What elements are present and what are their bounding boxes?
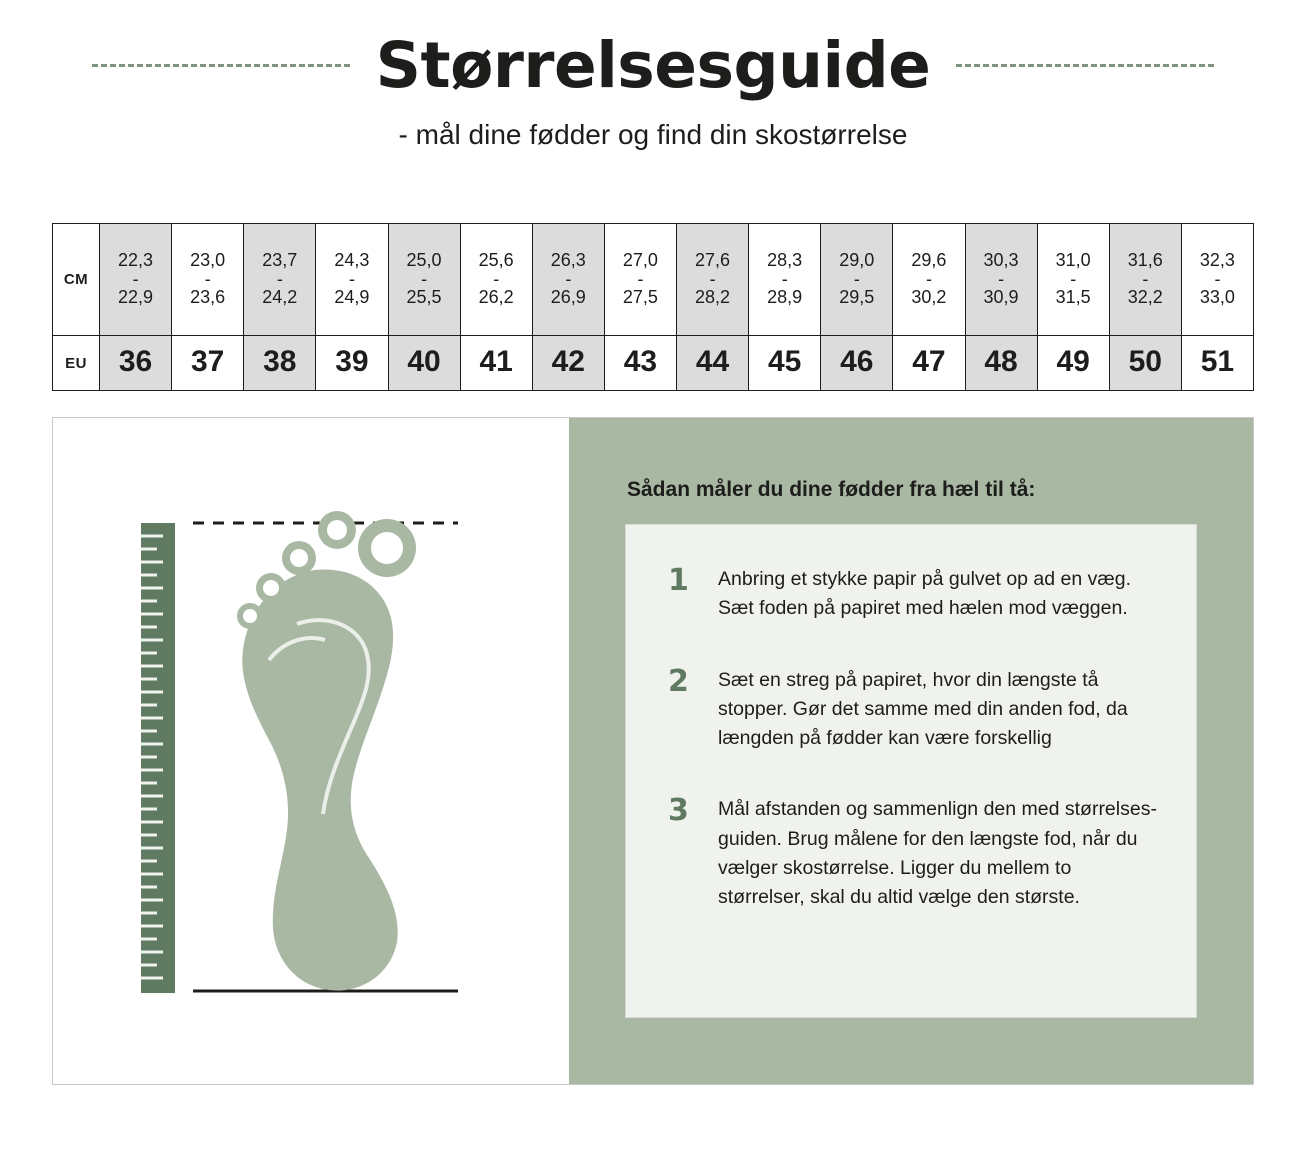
cm-max: 30,2 [911, 287, 947, 308]
toe-fourth-inner [263, 580, 279, 596]
foot-sole-shape [242, 569, 397, 990]
instruction-step [664, 565, 1158, 624]
eu-size-cell: 37 [172, 336, 244, 391]
foot-measurement-illustration [53, 418, 569, 1084]
eu-size-cell: 46 [821, 336, 893, 391]
size-table-wrapper [52, 223, 1254, 391]
cm-min: 29,6 [911, 249, 947, 270]
cm-range-cell [244, 224, 316, 336]
eu-size-cell: 47 [893, 336, 965, 391]
cm-min: 27,6 [695, 249, 731, 270]
cm-max: 26,9 [550, 287, 586, 308]
page-subtitle: - mål dine fødder og find din skostørrelse [398, 119, 908, 150]
cm-range-cell [893, 224, 965, 336]
step-number: 3 [668, 793, 689, 829]
cm-min: 24,3 [334, 249, 370, 270]
toe-second-inner [327, 520, 347, 540]
cm-max: 24,9 [334, 287, 370, 308]
eu-size-cell: 40 [388, 336, 460, 391]
cm-dash: - [637, 268, 644, 289]
eu-size-cell: 36 [100, 336, 172, 391]
eu-size-cell: 48 [965, 336, 1037, 391]
cm-min: 26,3 [550, 249, 586, 270]
cm-dash: - [1214, 268, 1221, 289]
cm-range-cell [172, 224, 244, 336]
size-conversion-table [52, 223, 1254, 391]
cm-range-cell [316, 224, 388, 336]
cm-min: 28,3 [767, 249, 803, 270]
cm-dash: - [1142, 268, 1149, 289]
cm-range-cell [965, 224, 1037, 336]
cm-range-cell [604, 224, 676, 336]
instructions-heading: Sådan måler du dine fødder fra hæl til tå: [627, 478, 1036, 501]
title-row [0, 29, 1306, 102]
cm-max: 28,9 [767, 287, 803, 308]
table-row-eu [53, 336, 1254, 391]
cm-dash: - [565, 268, 572, 289]
instructions-panel [569, 418, 1253, 1084]
cm-max: 25,5 [406, 287, 442, 308]
eu-size-cell: 45 [749, 336, 821, 391]
eu-size-cell: 44 [677, 336, 749, 391]
page-title: Størrelsesguide [375, 29, 931, 102]
cm-range-cell [388, 224, 460, 336]
toe-third-inner [290, 549, 308, 567]
cm-range-cell [460, 224, 532, 336]
cm-dash: - [348, 268, 355, 289]
cm-range-cell [1181, 224, 1253, 336]
cm-min: 30,3 [983, 249, 1019, 270]
cm-dash: - [1070, 268, 1077, 289]
cm-min: 23,7 [262, 249, 298, 270]
cm-max: 28,2 [695, 287, 731, 308]
eu-size-cell: 42 [532, 336, 604, 391]
cm-range-cell [749, 224, 821, 336]
cm-dash: - [853, 268, 860, 289]
cm-min: 23,0 [190, 249, 226, 270]
cm-dash: - [709, 268, 716, 289]
toe-little-inner [243, 609, 257, 623]
decorative-dashed-line-left [92, 64, 350, 67]
instruction-step [664, 795, 1158, 912]
cm-dash: - [493, 268, 500, 289]
eu-size-cell: 49 [1037, 336, 1109, 391]
eu-size-cell: 51 [1181, 336, 1253, 391]
cm-max: 23,6 [190, 287, 226, 308]
cm-max: 33,0 [1199, 287, 1235, 308]
eu-size-cell: 41 [460, 336, 532, 391]
instruction-step [664, 663, 1158, 754]
cm-max: 32,2 [1127, 287, 1163, 308]
cm-min: 31,0 [1055, 249, 1091, 270]
step-number: 1 [668, 563, 689, 598]
cm-min: 29,0 [839, 249, 875, 270]
cm-dash: - [781, 268, 788, 289]
cm-max: 29,5 [839, 287, 875, 308]
cm-min: 27,0 [622, 249, 658, 270]
cm-dash: - [204, 268, 211, 289]
cm-max: 24,2 [262, 287, 298, 308]
cm-range-cell [1037, 224, 1109, 336]
cm-range-cell [1109, 224, 1181, 336]
cm-range-cell [532, 224, 604, 336]
eu-size-cell: 50 [1109, 336, 1181, 391]
eu-size-cell: 43 [604, 336, 676, 391]
cm-range-cell [821, 224, 893, 336]
eu-size-cell: 39 [316, 336, 388, 391]
page-header [0, 0, 1306, 151]
cm-max: 31,5 [1055, 287, 1091, 308]
cm-min: 25,0 [406, 249, 442, 270]
measure-instructions-panel [52, 417, 1254, 1085]
cm-dash: - [132, 268, 139, 289]
cm-max: 22,9 [118, 287, 154, 308]
cm-min: 25,6 [478, 249, 514, 270]
cm-min: 22,3 [118, 249, 154, 270]
cm-dash: - [421, 268, 428, 289]
decorative-dashed-line-right [956, 64, 1214, 67]
step-text: Sæt en streg på papiret, hvor din længste tå stopper. Gør det samme med din anden fod, da længden på fødder kan være forskellig [718, 668, 1128, 749]
table-row-cm [53, 224, 1254, 336]
cm-dash: - [276, 268, 283, 289]
illustration-panel [53, 418, 569, 1084]
cm-min: 32,3 [1199, 249, 1235, 270]
row-label-cm: CM [53, 224, 100, 336]
row-label-eu: EU [53, 336, 100, 391]
instructions-steps-box [625, 524, 1197, 1018]
cm-range-cell [677, 224, 749, 336]
step-number: 2 [668, 663, 689, 699]
cm-min: 31,6 [1127, 249, 1163, 270]
cm-max: 26,2 [478, 287, 514, 308]
cm-max: 30,9 [983, 287, 1019, 308]
step-text: Mål afstanden og sammenlign den med størrelses-guiden. Brug målene for den længste fod, når du vælger skostørrelse. Ligger du mellem to størrelser, skal du altid vælge den største. [718, 798, 1157, 908]
eu-size-cell: 38 [244, 336, 316, 391]
cm-dash: - [998, 268, 1005, 289]
step-text: Anbring et stykke papir på gulvet op ad en væg. Sæt foden på papiret med hælen mod væggen. [718, 568, 1132, 620]
cm-max: 27,5 [622, 287, 658, 308]
toe-big-inner [371, 532, 403, 564]
cm-dash: - [925, 268, 932, 289]
cm-range-cell [100, 224, 172, 336]
